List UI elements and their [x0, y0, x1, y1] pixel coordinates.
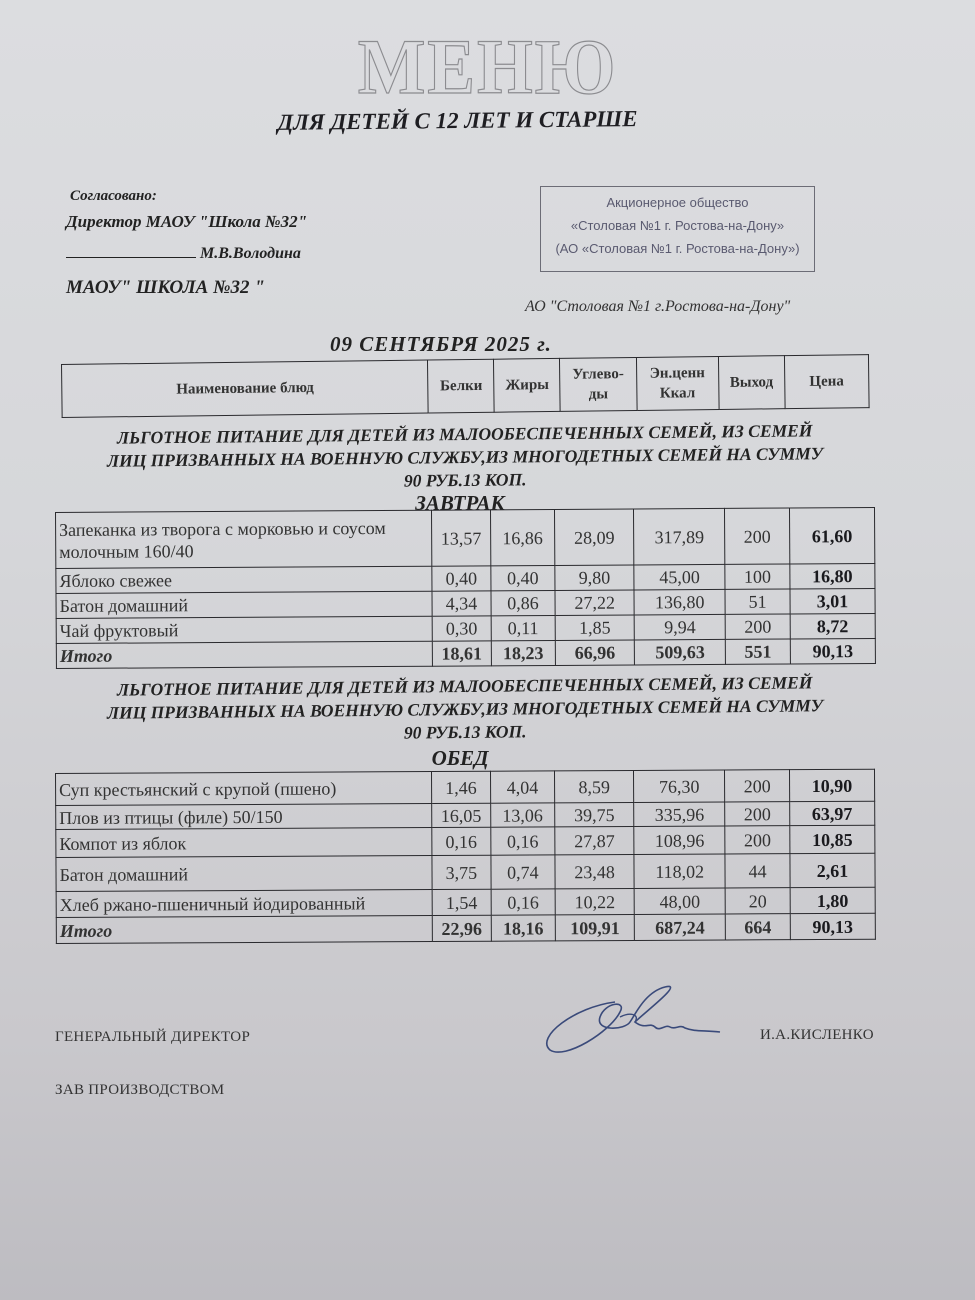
organization-name: АО "Столовая №1 г.Ростова-на-Дону" [525, 298, 791, 315]
approval-position: Директор МАОУ "Школа №32" [66, 212, 308, 231]
stamp-line-1: Акционерное общество [606, 195, 749, 210]
document-title: МЕНЮ [357, 23, 618, 110]
company-stamp [540, 186, 815, 272]
signature-blank [66, 257, 196, 258]
table-row: Суп крестьянский с крупой (пшено) 1,46 4,04 8,59 76,30 200 10,90 [56, 769, 875, 805]
table-row: Компот из яблок 0,16 0,16 27,87 108,96 200 10,85 [56, 825, 875, 857]
table-row: Плов из птицы (филе) 50/150 16,05 13,06 39,75 335,96 200 63,97 [56, 801, 875, 829]
table-row: Батон домашний 4,34 0,86 27,22 136,80 51 3,01 [56, 588, 875, 618]
column-header-table [61, 354, 870, 418]
breakfast-table [55, 507, 876, 669]
stamp-line-3: (АО «Столовая №1 г. Ростова-на-Дону») [555, 241, 800, 256]
table-row: Батон домашний 3,75 0,74 23,48 118,02 44 2,61 [56, 853, 875, 891]
col-header-carbs: Углево- ды [560, 357, 637, 411]
table-total-row: Итого 22,96 18,16 109,91 687,24 664 90,13 [56, 913, 875, 943]
col-header-price: Цена [784, 355, 869, 409]
production-manager-label: ЗАВ ПРОИЗВОДСТВОМ [55, 1082, 225, 1098]
general-director-name: И.А.КИСЛЕНКО [760, 1027, 874, 1043]
benefit-banner-lunch: ЛЬГОТНОЕ ПИТАНИЕ ДЛЯ ДЕТЕЙ ИЗ МАЛООБЕСПЕЧЕННЫХ СЕМЕЙ, ИЗ СЕМЕЙ ЛИЦ ПРИЗВАННЫХ НА ВОЕННУЮ СЛУЖБУ,ИЗ МНОГОДЕТНЫХ СЕМЕЙ НА СУММУ 90 РУБ.13 КОП. [106, 672, 824, 743]
table-row: Запеканка из творога с морковью и соусом молочным 160/40 13,57 16,86 28,09 317,89 200 61,60 [56, 507, 875, 568]
table-total-row: Итого 18,61 18,23 66,96 509,63 551 90,13 [56, 638, 875, 668]
table-row: Чай фруктовый 0,30 0,11 1,85 9,94 200 8,72 [56, 613, 875, 643]
meal-title-breakfast: ЗАВТРАК [415, 491, 505, 515]
approval-signatory: М.В.Володина [200, 245, 301, 262]
stamp-line-2: «Столовая №1 г. Ростова-на-Дону» [570, 218, 785, 233]
handwritten-signature-icon [535, 982, 735, 1062]
col-header-energy: Эн.ценн Ккал [636, 356, 719, 410]
general-director-label: ГЕНЕРАЛЬНЫЙ ДИРЕКТОР [55, 1029, 251, 1045]
school-name: МАОУ" ШКОЛА №32 " [66, 277, 265, 298]
benefit-banner-breakfast: ЛЬГОТНОЕ ПИТАНИЕ ДЛЯ ДЕТЕЙ ИЗ МАЛООБЕСПЕЧЕННЫХ СЕМЕЙ, ИЗ СЕМЕЙ ЛИЦ ПРИЗВАННЫХ НА ВОЕННУЮ СЛУЖБУ,ИЗ МНОГОДЕТНЫХ СЕМЕЙ НА СУММУ 90 РУБ.13 КОП. [106, 420, 824, 491]
lunch-table [55, 769, 876, 944]
menu-date: 09 СЕНТЯБРЯ 2025 г. [330, 332, 552, 356]
approval-signature-line [66, 245, 301, 263]
col-header-name: Наименование блюд [62, 360, 429, 417]
document-subtitle: ДЛЯ ДЕТЕЙ С 12 ЛЕТ И СТАРШЕ [277, 106, 638, 135]
col-header-portion: Выход [718, 356, 785, 410]
meal-title-lunch: ОБЕД [431, 746, 489, 770]
approval-label: Согласовано: [70, 188, 157, 204]
table-row: Хлеб ржано-пшеничный йодированный 1,54 0,16 10,22 48,00 20 1,80 [56, 887, 875, 917]
table-row: Яблоко свежее 0,40 0,40 9,80 45,00 100 16,80 [56, 563, 875, 593]
col-header-protein: Белки [428, 359, 495, 413]
col-header-fat: Жиры [494, 358, 561, 412]
